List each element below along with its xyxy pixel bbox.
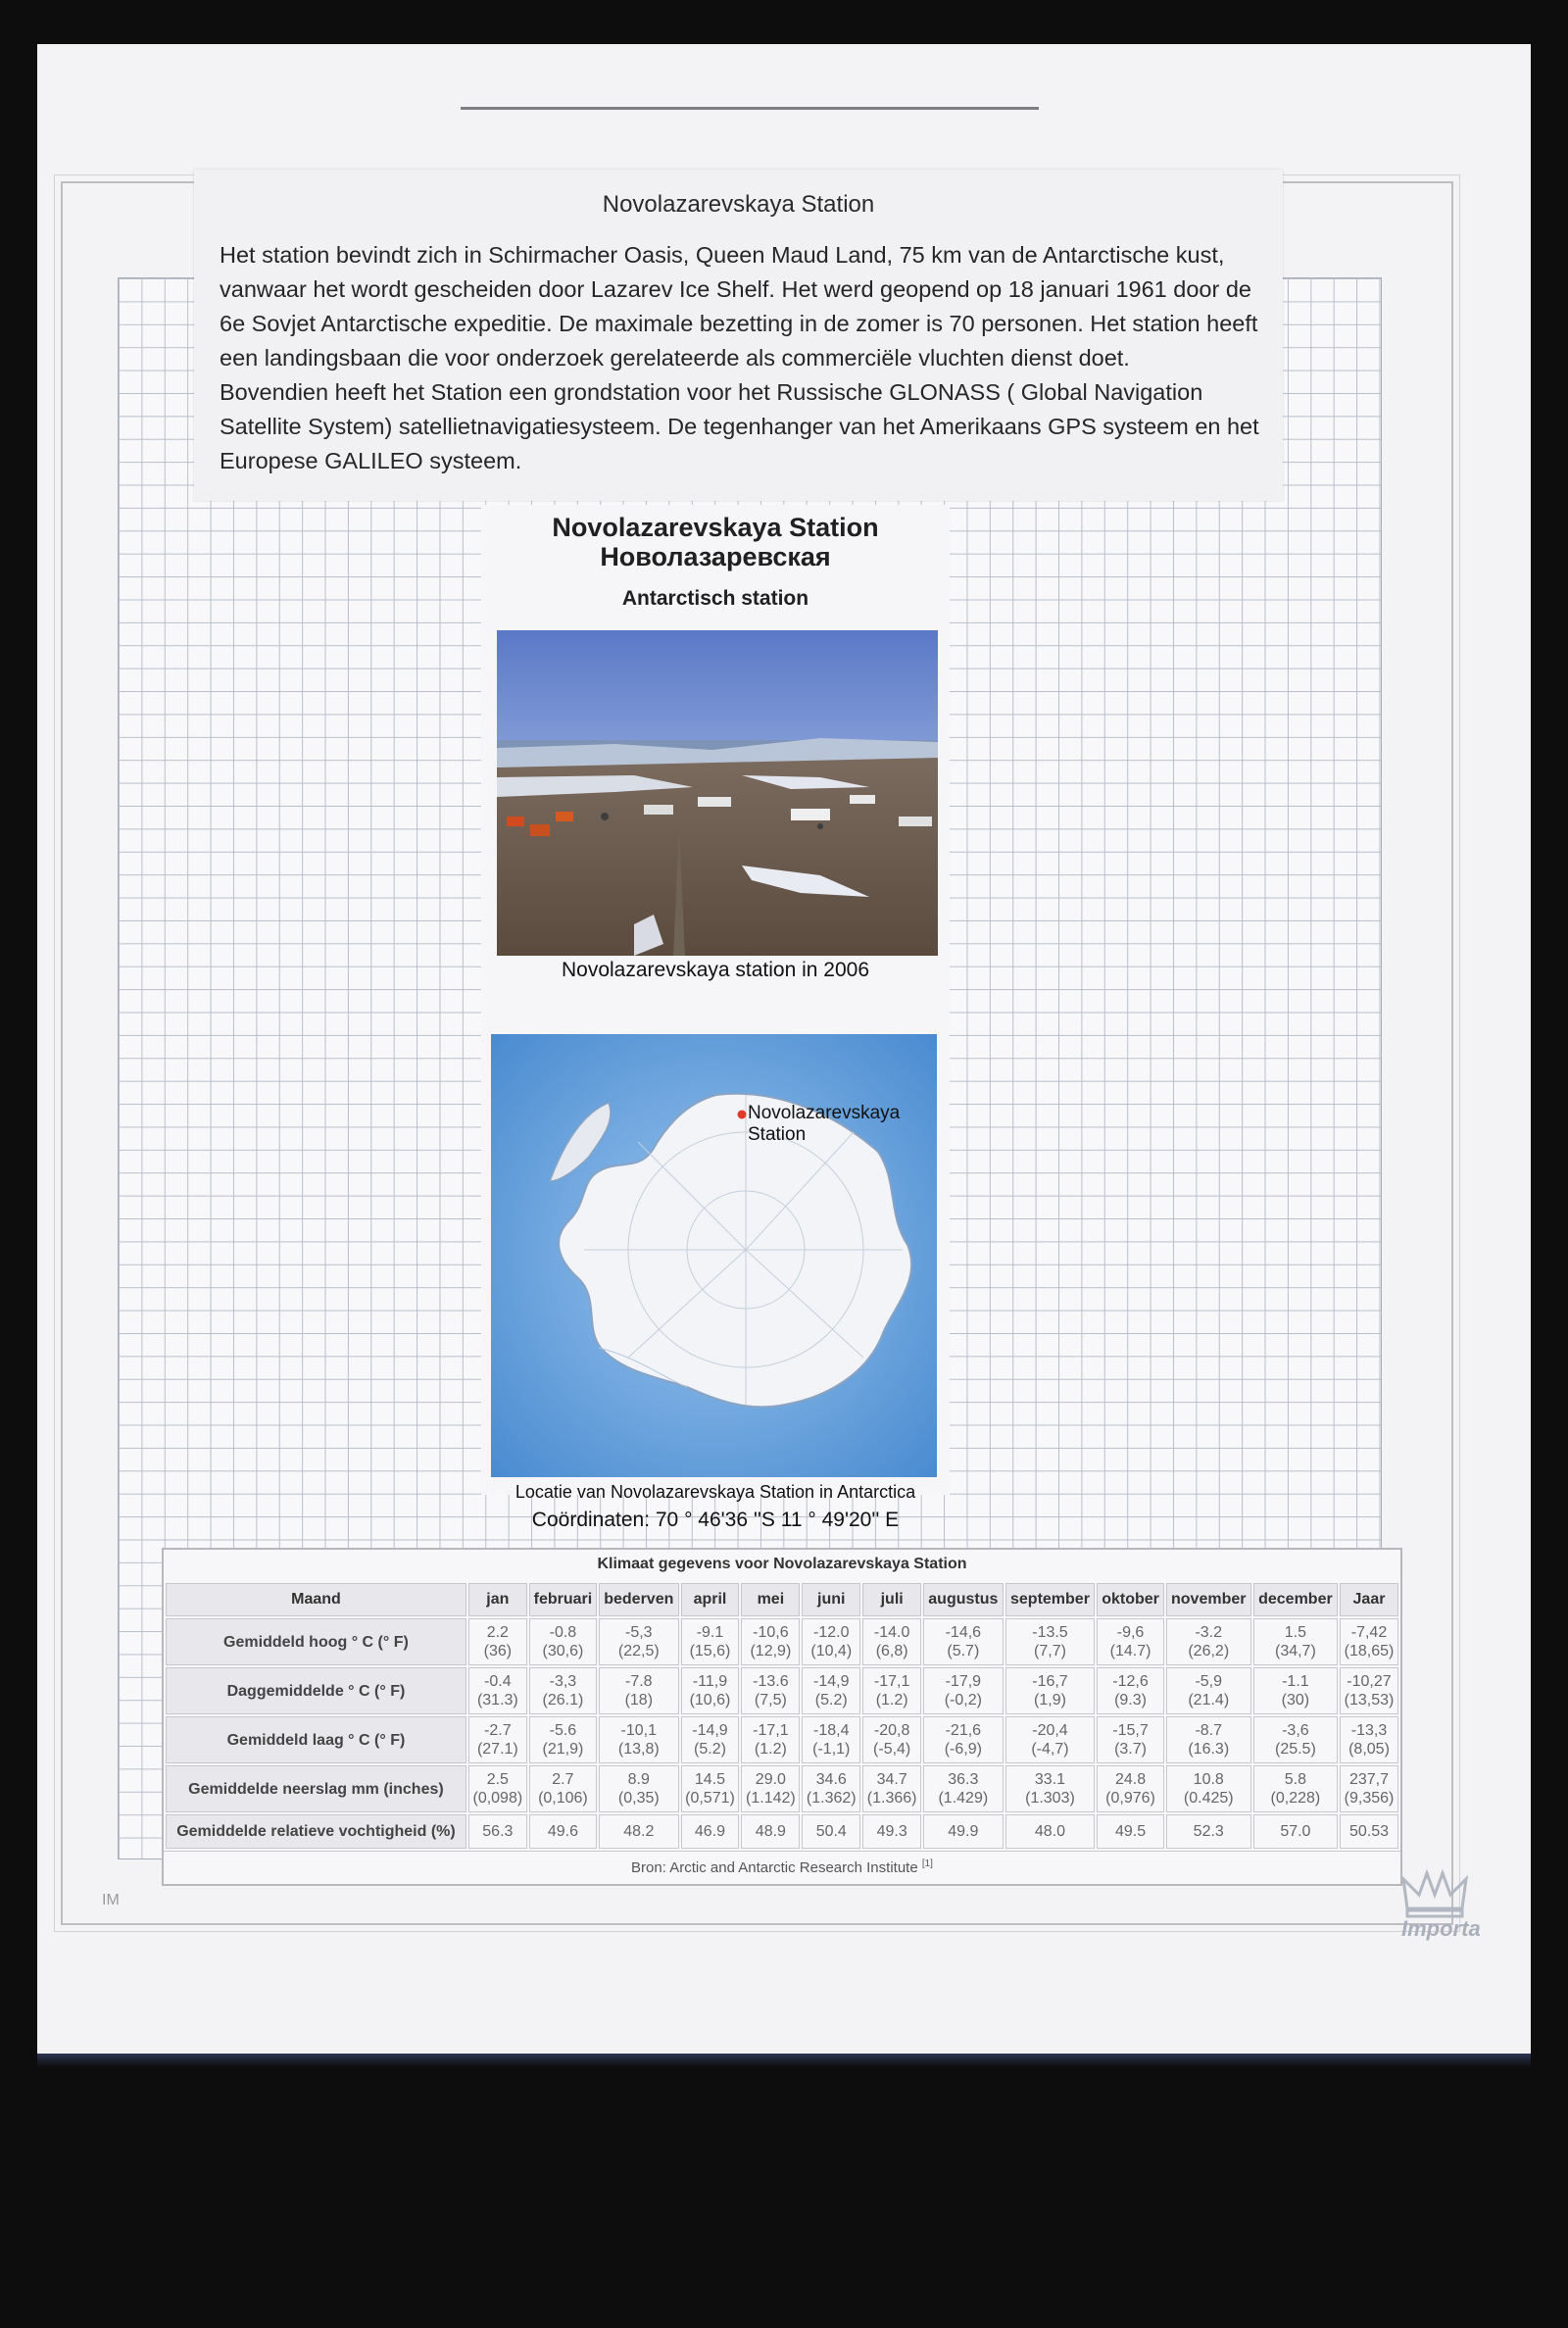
cell-value: -12.0 (813, 1624, 850, 1641)
cell-value: -10,27 (1347, 1673, 1392, 1690)
table-cell (802, 1716, 860, 1763)
table-cell (862, 1618, 921, 1665)
photo-caption: Novolazarevskaya station in 2006 (561, 959, 869, 981)
row-label: Daggemiddelde ° C (° F) (166, 1667, 466, 1714)
cell-fahrenheit: (26,2) (1188, 1643, 1230, 1659)
table-cell (1005, 1814, 1096, 1849)
table-cell (468, 1716, 527, 1763)
album-page (37, 44, 1531, 2063)
table-row (166, 1716, 1398, 1763)
cell-fahrenheit: (30) (1281, 1692, 1310, 1709)
table-cell (681, 1716, 740, 1763)
cell-value: -9,6 (1116, 1624, 1145, 1641)
table-cell (529, 1667, 597, 1714)
table-cell (862, 1716, 921, 1763)
table-cell (1005, 1667, 1096, 1714)
cell-fahrenheit: (10,6) (689, 1692, 731, 1709)
cell-value: 48.0 (1034, 1823, 1066, 1840)
header-month: augustus (923, 1583, 1003, 1616)
cell-fahrenheit: (5.2) (814, 1692, 848, 1709)
table-row (166, 1765, 1398, 1812)
cell-fahrenheit: (22,5) (617, 1643, 660, 1659)
cell-value: -7,42 (1350, 1624, 1388, 1641)
cell-fahrenheit: (1.303) (1025, 1790, 1075, 1807)
row-label: Gemiddeld laag ° C (° F) (166, 1716, 466, 1763)
table-cell (923, 1618, 1003, 1665)
table-cell (599, 1618, 678, 1665)
cell-value: -11,9 (692, 1673, 728, 1690)
cell-fahrenheit: (18,65) (1344, 1643, 1395, 1659)
cell-fahrenheit: (15,6) (689, 1643, 731, 1659)
cell-value: -17,1 (873, 1673, 910, 1690)
table-cell (1097, 1716, 1163, 1763)
header-month: november (1166, 1583, 1251, 1616)
header-month: oktober (1097, 1583, 1163, 1616)
table-cell (923, 1667, 1003, 1714)
infobox-title (481, 513, 950, 571)
cell-value: -13.6 (753, 1673, 789, 1690)
table-cell (741, 1765, 800, 1812)
cell-value: 237,7 (1348, 1771, 1390, 1788)
cell-value: 56.3 (482, 1823, 514, 1840)
table-cell (741, 1814, 800, 1849)
cell-fahrenheit: (0,976) (1105, 1790, 1155, 1807)
table-cell (468, 1765, 527, 1812)
top-rule (461, 107, 1039, 110)
cell-value: 49.3 (876, 1823, 907, 1840)
table-row (166, 1618, 1398, 1665)
table-cell (681, 1814, 740, 1849)
cell-fahrenheit: (1.362) (806, 1790, 857, 1807)
cell-value: 48.2 (623, 1823, 655, 1840)
table-cell (923, 1716, 1003, 1763)
cell-value: 2.7 (552, 1771, 574, 1788)
cell-value: 57.0 (1280, 1823, 1311, 1840)
cell-value: -9.1 (696, 1624, 724, 1641)
cell-value: 2.5 (486, 1771, 509, 1788)
table-cell (1166, 1667, 1251, 1714)
header-month: april (681, 1583, 740, 1616)
table-cell (468, 1667, 527, 1714)
cell-value: 34.6 (815, 1771, 847, 1788)
cell-fahrenheit: (0,098) (472, 1790, 523, 1807)
cell-fahrenheit: (0,571) (685, 1790, 735, 1807)
paragraph-2: Bovendien heeft het Station een grondstation voor het Russische GLONASS ( Global Navigation Satellite System) satellietnavigatiesysteem. De tegenhanger van het Amerikaans GPS systeem en het Europese GALILEO systeem. (220, 379, 1259, 473)
cell-value: 29.0 (755, 1771, 786, 1788)
cell-value: 46.9 (694, 1823, 726, 1840)
table-cell (802, 1618, 860, 1665)
cell-value: 50.4 (815, 1823, 847, 1840)
table-cell (862, 1814, 921, 1849)
table-cell (1253, 1716, 1338, 1763)
cell-fahrenheit: (16.3) (1188, 1741, 1230, 1758)
table-cell (923, 1765, 1003, 1812)
cell-fahrenheit: (18) (624, 1692, 654, 1709)
table-cell (1097, 1618, 1163, 1665)
cell-fahrenheit: (5.7) (947, 1643, 980, 1659)
header-month: mei (741, 1583, 800, 1616)
description-text (220, 238, 1261, 478)
table-cell (1166, 1765, 1251, 1812)
table-cell (802, 1814, 860, 1849)
table-cell (923, 1814, 1003, 1849)
cell-fahrenheit: (30,6) (542, 1643, 584, 1659)
cell-value: 49.6 (547, 1823, 578, 1840)
cell-value: -5.6 (549, 1722, 577, 1739)
antarctica-map (491, 1034, 937, 1477)
cell-value: 5.8 (1284, 1771, 1307, 1788)
cell-value: -21,6 (945, 1722, 982, 1739)
table-cell (1005, 1716, 1096, 1763)
climate-table-box (162, 1548, 1402, 1886)
page-shadow (37, 2054, 1531, 2067)
cell-fahrenheit: (9.3) (1114, 1692, 1147, 1709)
table-cell (802, 1765, 860, 1812)
cell-value: -17,1 (753, 1722, 789, 1739)
table-cell (1253, 1765, 1338, 1812)
climate-body (166, 1618, 1398, 1849)
map-label-line-2: Station (748, 1124, 807, 1145)
cell-value: -7.8 (625, 1673, 653, 1690)
table-cell (1097, 1765, 1163, 1812)
cell-fahrenheit: (14.7) (1109, 1643, 1152, 1659)
cell-value: -0.4 (484, 1673, 512, 1690)
paragraph-1: Het station bevindt zich in Schirmacher Oasis, Queen Maud Land, 75 km van de Antarctische kust, vanwaar het wordt gescheiden door Lazarev Ice Shelf. Het werd geopend op 18 januari 1961 door de 6e Sovjet Antarctische expeditie. De maximale bezetting in de zomer is 70 personen. Het station heeft een landingsbaan die voor onderzoek gerelateerde als commerciële vluchten dienst doet. (220, 242, 1258, 371)
header-month: juli (862, 1583, 921, 1616)
cell-fahrenheit: (34,7) (1274, 1643, 1316, 1659)
table-cell (599, 1814, 678, 1849)
source-text: Bron: Arctic and Antarctic Research Institute (631, 1859, 918, 1876)
climate-table (164, 1550, 1400, 1851)
cell-value: -14,6 (945, 1624, 982, 1641)
cell-value: 49.5 (1114, 1823, 1147, 1840)
cell-fahrenheit: (7,5) (754, 1692, 787, 1709)
cell-fahrenheit: (36) (483, 1643, 513, 1659)
cell-fahrenheit: (25.5) (1274, 1741, 1316, 1758)
cell-fahrenheit: (13,53) (1344, 1692, 1395, 1709)
cell-value: -3,3 (549, 1673, 577, 1690)
cell-value: 2.2 (486, 1624, 509, 1641)
cell-value: -12,6 (1112, 1673, 1149, 1690)
cell-value: -20,4 (1032, 1722, 1068, 1739)
header-month: juni (802, 1583, 860, 1616)
table-cell (529, 1716, 597, 1763)
table-cell (468, 1618, 527, 1665)
table-cell (1166, 1716, 1251, 1763)
brand-name: Importa (1401, 1916, 1481, 1941)
cell-value: -15,7 (1112, 1722, 1149, 1739)
cell-fahrenheit: (27.1) (476, 1741, 518, 1758)
header-maand: Maand (166, 1583, 466, 1616)
row-label: Gemiddeld hoog ° C (° F) (166, 1618, 466, 1665)
header-month: februari (529, 1583, 597, 1616)
cell-value: -13,3 (1350, 1722, 1388, 1739)
row-label: Gemiddelde neerslag mm (inches) (166, 1765, 466, 1812)
header-month: Jaar (1340, 1583, 1398, 1616)
cell-value: 48.9 (755, 1823, 786, 1840)
table-cell (862, 1765, 921, 1812)
cell-fahrenheit: (-1,1) (812, 1741, 851, 1758)
cell-value: -3.2 (1195, 1624, 1223, 1641)
station-photo-image (497, 630, 938, 956)
table-cell (1340, 1667, 1398, 1714)
cell-value: -16,7 (1032, 1673, 1068, 1690)
table-cell (529, 1814, 597, 1849)
cell-value: 1.5 (1284, 1624, 1307, 1641)
cell-value: -14.0 (873, 1624, 910, 1641)
left-mark: IM (102, 1892, 120, 1908)
cell-fahrenheit: (1.2) (754, 1741, 787, 1758)
header-month: jan (468, 1583, 527, 1616)
cell-fahrenheit: (21,9) (542, 1741, 584, 1758)
infobox-title-cyrillic: Новолазаревская (600, 542, 831, 571)
cell-fahrenheit: (0,106) (538, 1790, 588, 1807)
cell-value: -0.8 (549, 1624, 577, 1641)
table-cell (1253, 1667, 1338, 1714)
climate-source (164, 1851, 1400, 1884)
antarctica-map-image (491, 1034, 937, 1477)
cell-fahrenheit: (21.4) (1188, 1692, 1230, 1709)
cell-fahrenheit: (13,8) (617, 1741, 660, 1758)
cell-value: 34.7 (876, 1771, 907, 1788)
cell-value: -13.5 (1032, 1624, 1068, 1641)
cell-value: 8.9 (627, 1771, 650, 1788)
cell-fahrenheit: (31.3) (476, 1692, 518, 1709)
table-cell (681, 1618, 740, 1665)
header-month: bederven (599, 1583, 678, 1616)
cell-value: -1.1 (1282, 1673, 1309, 1690)
table-cell (1005, 1765, 1096, 1812)
table-cell (599, 1765, 678, 1812)
cell-fahrenheit: (6,8) (875, 1643, 908, 1659)
cell-value: -14,9 (692, 1722, 728, 1739)
cell-fahrenheit: (1.2) (875, 1692, 908, 1709)
cell-value: -10,6 (753, 1624, 789, 1641)
table-cell (1166, 1618, 1251, 1665)
cell-fahrenheit: (0,228) (1270, 1790, 1321, 1807)
cell-fahrenheit: (1,9) (1034, 1692, 1066, 1709)
cell-value: -8.7 (1195, 1722, 1223, 1739)
cell-value: 24.8 (1114, 1771, 1147, 1788)
cell-fahrenheit: (26.1) (542, 1692, 584, 1709)
cell-value: 50.53 (1348, 1823, 1390, 1840)
map-caption: Locatie van Novolazarevskaya Station in Antarctica (514, 1482, 916, 1502)
cell-fahrenheit: (9,356) (1344, 1790, 1395, 1807)
infobox-subtitle: Antarctisch station (621, 587, 809, 610)
table-cell (1340, 1765, 1398, 1812)
header-month: september (1005, 1583, 1096, 1616)
cell-value: 10.8 (1193, 1771, 1224, 1788)
cell-value: -18,4 (813, 1722, 850, 1739)
description-card (194, 170, 1283, 501)
page-title: Novolazarevskaya Station (602, 191, 875, 218)
cell-value: 14.5 (694, 1771, 726, 1788)
cell-value: -5,3 (625, 1624, 653, 1641)
cell-fahrenheit: (1.142) (746, 1790, 796, 1807)
cell-fahrenheit: (8,05) (1348, 1741, 1390, 1758)
header-month: december (1253, 1583, 1338, 1616)
cell-value: 33.1 (1034, 1771, 1066, 1788)
table-cell (599, 1716, 678, 1763)
row-label: Gemiddelde relatieve vochtigheid (%) (166, 1814, 466, 1849)
map-station-label (748, 1103, 900, 1146)
cell-fahrenheit: (-4,7) (1031, 1741, 1069, 1758)
cell-value: -3,6 (1282, 1722, 1309, 1739)
station-photo (497, 630, 938, 956)
table-cell (1097, 1667, 1163, 1714)
table-cell (741, 1618, 800, 1665)
cell-fahrenheit: (-0,2) (944, 1692, 982, 1709)
cell-fahrenheit: (0.425) (1183, 1790, 1234, 1807)
station-marker (738, 1111, 747, 1119)
cell-fahrenheit: (-6,9) (944, 1741, 982, 1758)
cell-fahrenheit: (3.7) (1114, 1741, 1147, 1758)
cell-value: -17,9 (945, 1673, 982, 1690)
table-cell (1340, 1618, 1398, 1665)
cell-fahrenheit: (0,35) (617, 1790, 660, 1807)
table-row (166, 1667, 1398, 1714)
table-cell (599, 1667, 678, 1714)
table-cell (1340, 1716, 1398, 1763)
table-cell (741, 1716, 800, 1763)
table-cell (741, 1667, 800, 1714)
table-cell (681, 1765, 740, 1812)
cell-value: 36.3 (948, 1771, 979, 1788)
climate-caption: Klimaat gegevens voor Novolazarevskaya Station (597, 1556, 967, 1572)
cell-value: -14,9 (813, 1673, 850, 1690)
map-label-line-1: Novolazarevskaya (748, 1103, 901, 1123)
climate-header-row (166, 1583, 1398, 1616)
cell-value: -5,9 (1195, 1673, 1223, 1690)
table-cell (1253, 1618, 1338, 1665)
table-cell (802, 1667, 860, 1714)
table-cell (681, 1667, 740, 1714)
cell-fahrenheit: (5.2) (694, 1741, 726, 1758)
infobox-title-latin: Novolazarevskaya Station (552, 513, 879, 542)
table-cell (1005, 1618, 1096, 1665)
table-cell (529, 1618, 597, 1665)
cell-value: -2.7 (484, 1722, 512, 1739)
cell-fahrenheit: (-5,4) (873, 1741, 911, 1758)
cell-fahrenheit: (10,4) (810, 1643, 853, 1659)
source-ref: [1] (921, 1858, 933, 1869)
station-infobox (481, 505, 950, 1531)
table-row (166, 1814, 1398, 1849)
cell-value: -20,8 (873, 1722, 910, 1739)
table-cell (862, 1667, 921, 1714)
cell-value: 49.9 (948, 1823, 979, 1840)
table-cell (1166, 1814, 1251, 1849)
cell-value: -10,1 (620, 1722, 658, 1739)
table-cell (1340, 1814, 1398, 1849)
cell-fahrenheit: (7,7) (1034, 1643, 1066, 1659)
table-cell (468, 1814, 527, 1849)
table-cell (1253, 1814, 1338, 1849)
cell-fahrenheit: (12,9) (750, 1643, 792, 1659)
cell-fahrenheit: (1.429) (938, 1790, 989, 1807)
table-cell (1097, 1814, 1163, 1849)
table-cell (529, 1765, 597, 1812)
cell-fahrenheit: (1.366) (866, 1790, 917, 1807)
coordinates: Coördinaten: 70 ° 46'36 ''S 11 ° 49'20'' E (531, 1509, 900, 1531)
cell-value: 52.3 (1193, 1823, 1224, 1840)
